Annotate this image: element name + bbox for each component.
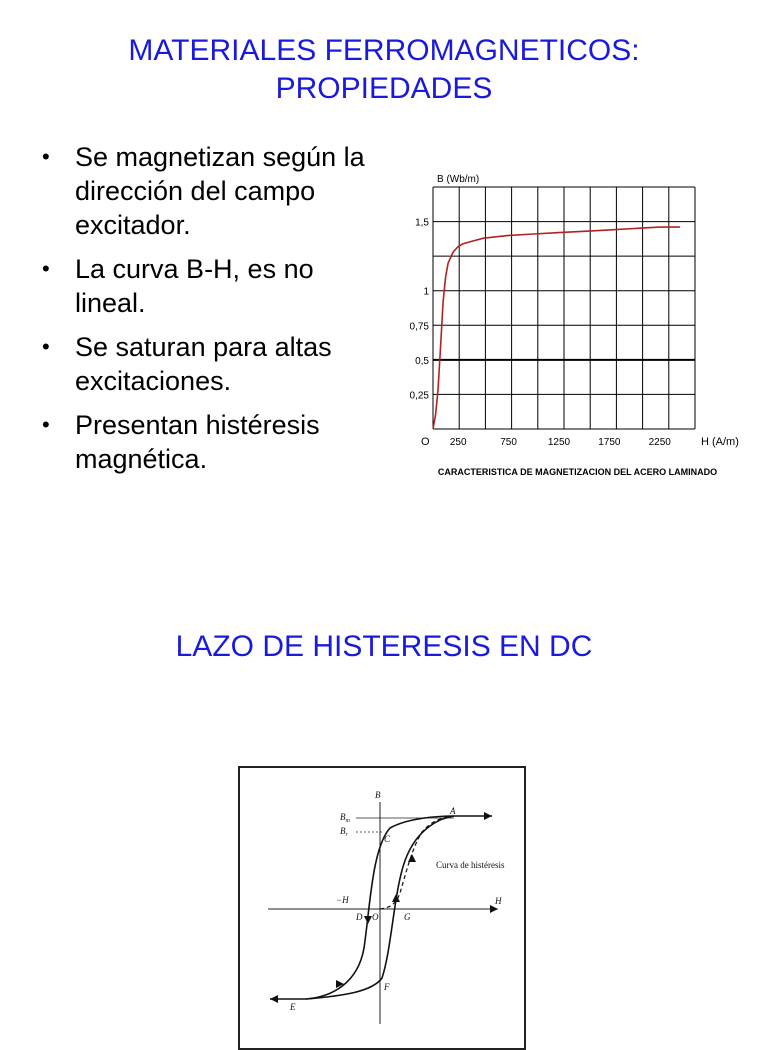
chart-caption: CARACTERISTICA DE MAGNETIZACION DEL ACERO LAMINADO bbox=[437, 467, 718, 477]
origin-label: O bbox=[421, 436, 430, 448]
y-tick-label: 0,5 bbox=[415, 355, 429, 367]
e-arrow-left bbox=[270, 995, 278, 1003]
y-axis-label: B (Wb/m) bbox=[437, 174, 480, 185]
section-title: LAZO DE HISTERESIS EN DC bbox=[175, 630, 593, 663]
bullet-item: • Se magnetizan según la dirección del campo excitador. bbox=[40, 140, 380, 242]
x-tick-label: 250 bbox=[449, 437, 467, 448]
label-br: $B_r$ bbox=[340, 826, 348, 838]
label-h-axis: H bbox=[495, 896, 502, 906]
y-tick-label: 0,75 bbox=[409, 321, 429, 333]
y-tick-label: 1,5 bbox=[415, 217, 429, 229]
x-tick-label: 1250 bbox=[547, 437, 571, 448]
x-tick-label: 750 bbox=[500, 437, 517, 448]
title-line-1: MATERIALES FERROMAGNETICOS: bbox=[128, 34, 640, 67]
hysteresis-loop-diagram bbox=[240, 768, 524, 1024]
h-axis-arrow bbox=[490, 905, 498, 913]
page-title bbox=[0, 32, 768, 108]
title-line-2: PROPIEDADES bbox=[275, 72, 493, 105]
y-tick-label: 0,25 bbox=[409, 390, 429, 402]
bullet-item: • Presentan histéresis magnética. bbox=[40, 408, 380, 476]
down-arrow-upper bbox=[364, 916, 372, 924]
x-axis-label: H (A/m) bbox=[701, 436, 739, 448]
label-b-axis: B bbox=[375, 790, 381, 800]
label-point-d: D bbox=[356, 912, 363, 922]
a-arrow-right bbox=[484, 812, 492, 820]
up-arrow-lower bbox=[392, 894, 400, 902]
label-point-o: O bbox=[372, 912, 379, 922]
x-tick-label: 2250 bbox=[648, 437, 671, 448]
label-point-e: E bbox=[290, 1002, 296, 1012]
label-curve: Curva de histéresis bbox=[436, 860, 505, 870]
label-point-g: G bbox=[404, 912, 411, 922]
up-arrow-initial bbox=[408, 854, 416, 862]
label-point-a: A bbox=[450, 806, 456, 816]
bullet-item: • La curva B-H, es no lineal. bbox=[40, 252, 380, 320]
bh-magnetization-chart bbox=[395, 165, 755, 455]
x-tick-label: 1750 bbox=[598, 437, 621, 448]
bullet-item: • Se saturan para altas excitaciones. bbox=[40, 330, 380, 398]
properties-list bbox=[40, 140, 380, 486]
hysteresis-upper-branch bbox=[270, 816, 492, 999]
label-point-f: F bbox=[384, 982, 390, 992]
label-point-c: C bbox=[384, 834, 391, 844]
label-neg-h: −H bbox=[336, 895, 349, 905]
hysteresis-figure bbox=[238, 766, 526, 1050]
y-tick-label: 1 bbox=[423, 286, 429, 298]
label-bm: $B_m$ bbox=[340, 812, 350, 824]
